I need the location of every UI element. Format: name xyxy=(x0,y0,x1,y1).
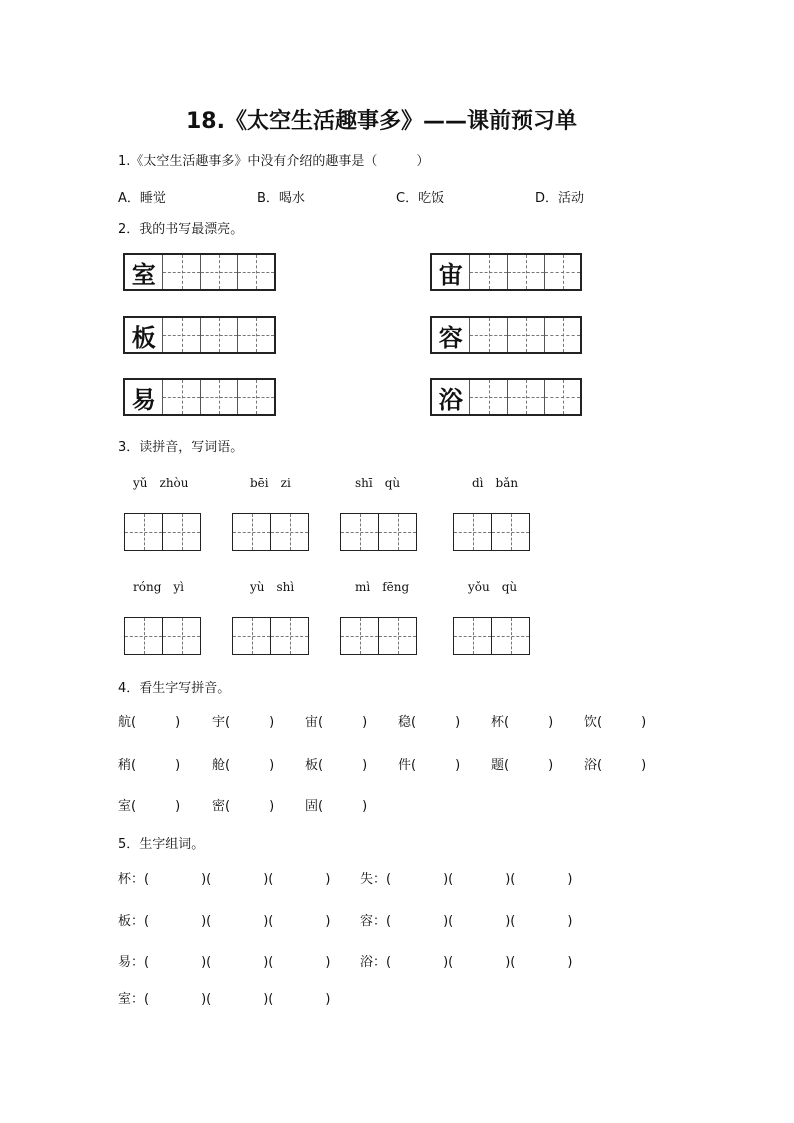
char-pinyin-blank: 航( ) xyxy=(118,715,181,730)
pinyin-answer-grid xyxy=(340,617,417,655)
question-5-prompt: 5．生字组词。 xyxy=(118,837,205,852)
char-pinyin-blank: 室( ) xyxy=(118,799,181,814)
pinyin-label: yǒu qù xyxy=(468,580,518,594)
word-group-row: 杯：( )( )( ) xyxy=(118,872,331,887)
model-char: 宙 xyxy=(438,259,463,289)
writing-grid-left-3 xyxy=(123,378,276,416)
pinyin-answer-grid xyxy=(453,617,530,655)
pinyin-label: mì fēng xyxy=(355,580,410,594)
question-1-prompt: 1.《太空生活趣事多》中没有介绍的趣事是（ ） xyxy=(118,154,430,169)
char-pinyin-blank: 饮( ) xyxy=(584,715,647,730)
question-3-prompt: 3．读拼音，写词语。 xyxy=(118,440,244,455)
model-char: 浴 xyxy=(438,384,463,414)
writing-grid-right-3 xyxy=(430,378,582,416)
char-pinyin-blank: 板( ) xyxy=(305,758,368,773)
page-title: 18.《太空生活趣事多》——课前预习单 xyxy=(186,109,577,134)
pinyin-answer-grid xyxy=(453,513,530,551)
char-pinyin-blank: 件( ) xyxy=(398,758,461,773)
option-b: B．喝水 xyxy=(257,191,305,206)
char-pinyin-blank: 固( ) xyxy=(305,799,368,814)
word-group-row: 室：( )( )( ) xyxy=(118,992,331,1007)
option-d: D．活动 xyxy=(535,191,585,206)
writing-grid-right-1 xyxy=(430,253,582,291)
pinyin-label: bēi zi xyxy=(250,476,291,490)
char-pinyin-blank: 杯( ) xyxy=(491,715,554,730)
pinyin-label: róng yì xyxy=(133,580,184,594)
model-char: 板 xyxy=(131,322,156,352)
pinyin-answer-grid xyxy=(124,513,201,551)
pinyin-answer-grid xyxy=(124,617,201,655)
char-pinyin-blank: 题( ) xyxy=(491,758,554,773)
char-pinyin-blank: 稳( ) xyxy=(398,715,461,730)
pinyin-label: shī qù xyxy=(355,476,401,490)
char-pinyin-blank: 稍( ) xyxy=(118,758,181,773)
writing-grid-left-1 xyxy=(123,253,276,291)
model-char: 容 xyxy=(438,322,463,352)
char-pinyin-blank: 浴( ) xyxy=(584,758,647,773)
pinyin-label: yù shì xyxy=(250,580,295,594)
question-4-prompt: 4．看生字写拼音。 xyxy=(118,681,231,696)
word-group-row: 板：( )( )( ) xyxy=(118,914,331,929)
pinyin-label: yǔ zhòu xyxy=(133,476,189,490)
pinyin-label: dì bǎn xyxy=(472,476,519,490)
option-a: A．睡觉 xyxy=(118,191,166,206)
word-group-row: 容：( )( )( ) xyxy=(360,914,573,929)
writing-grid-left-2 xyxy=(123,316,276,354)
pinyin-answer-grid xyxy=(232,617,309,655)
char-pinyin-blank: 宇( ) xyxy=(212,715,275,730)
pinyin-answer-grid xyxy=(340,513,417,551)
pinyin-answer-grid xyxy=(232,513,309,551)
word-group-row: 失：( )( )( ) xyxy=(360,872,573,887)
model-char: 易 xyxy=(131,384,156,414)
word-group-row: 浴：( )( )( ) xyxy=(360,955,573,970)
char-pinyin-blank: 宙( ) xyxy=(305,715,368,730)
model-char: 室 xyxy=(131,259,156,289)
char-pinyin-blank: 密( ) xyxy=(212,799,275,814)
word-group-row: 易：( )( )( ) xyxy=(118,955,331,970)
option-c: C．吃饭 xyxy=(396,191,445,206)
question-2-prompt: 2．我的书写最漂亮。 xyxy=(118,222,244,237)
char-pinyin-blank: 舱( ) xyxy=(212,758,275,773)
writing-grid-right-2 xyxy=(430,316,582,354)
